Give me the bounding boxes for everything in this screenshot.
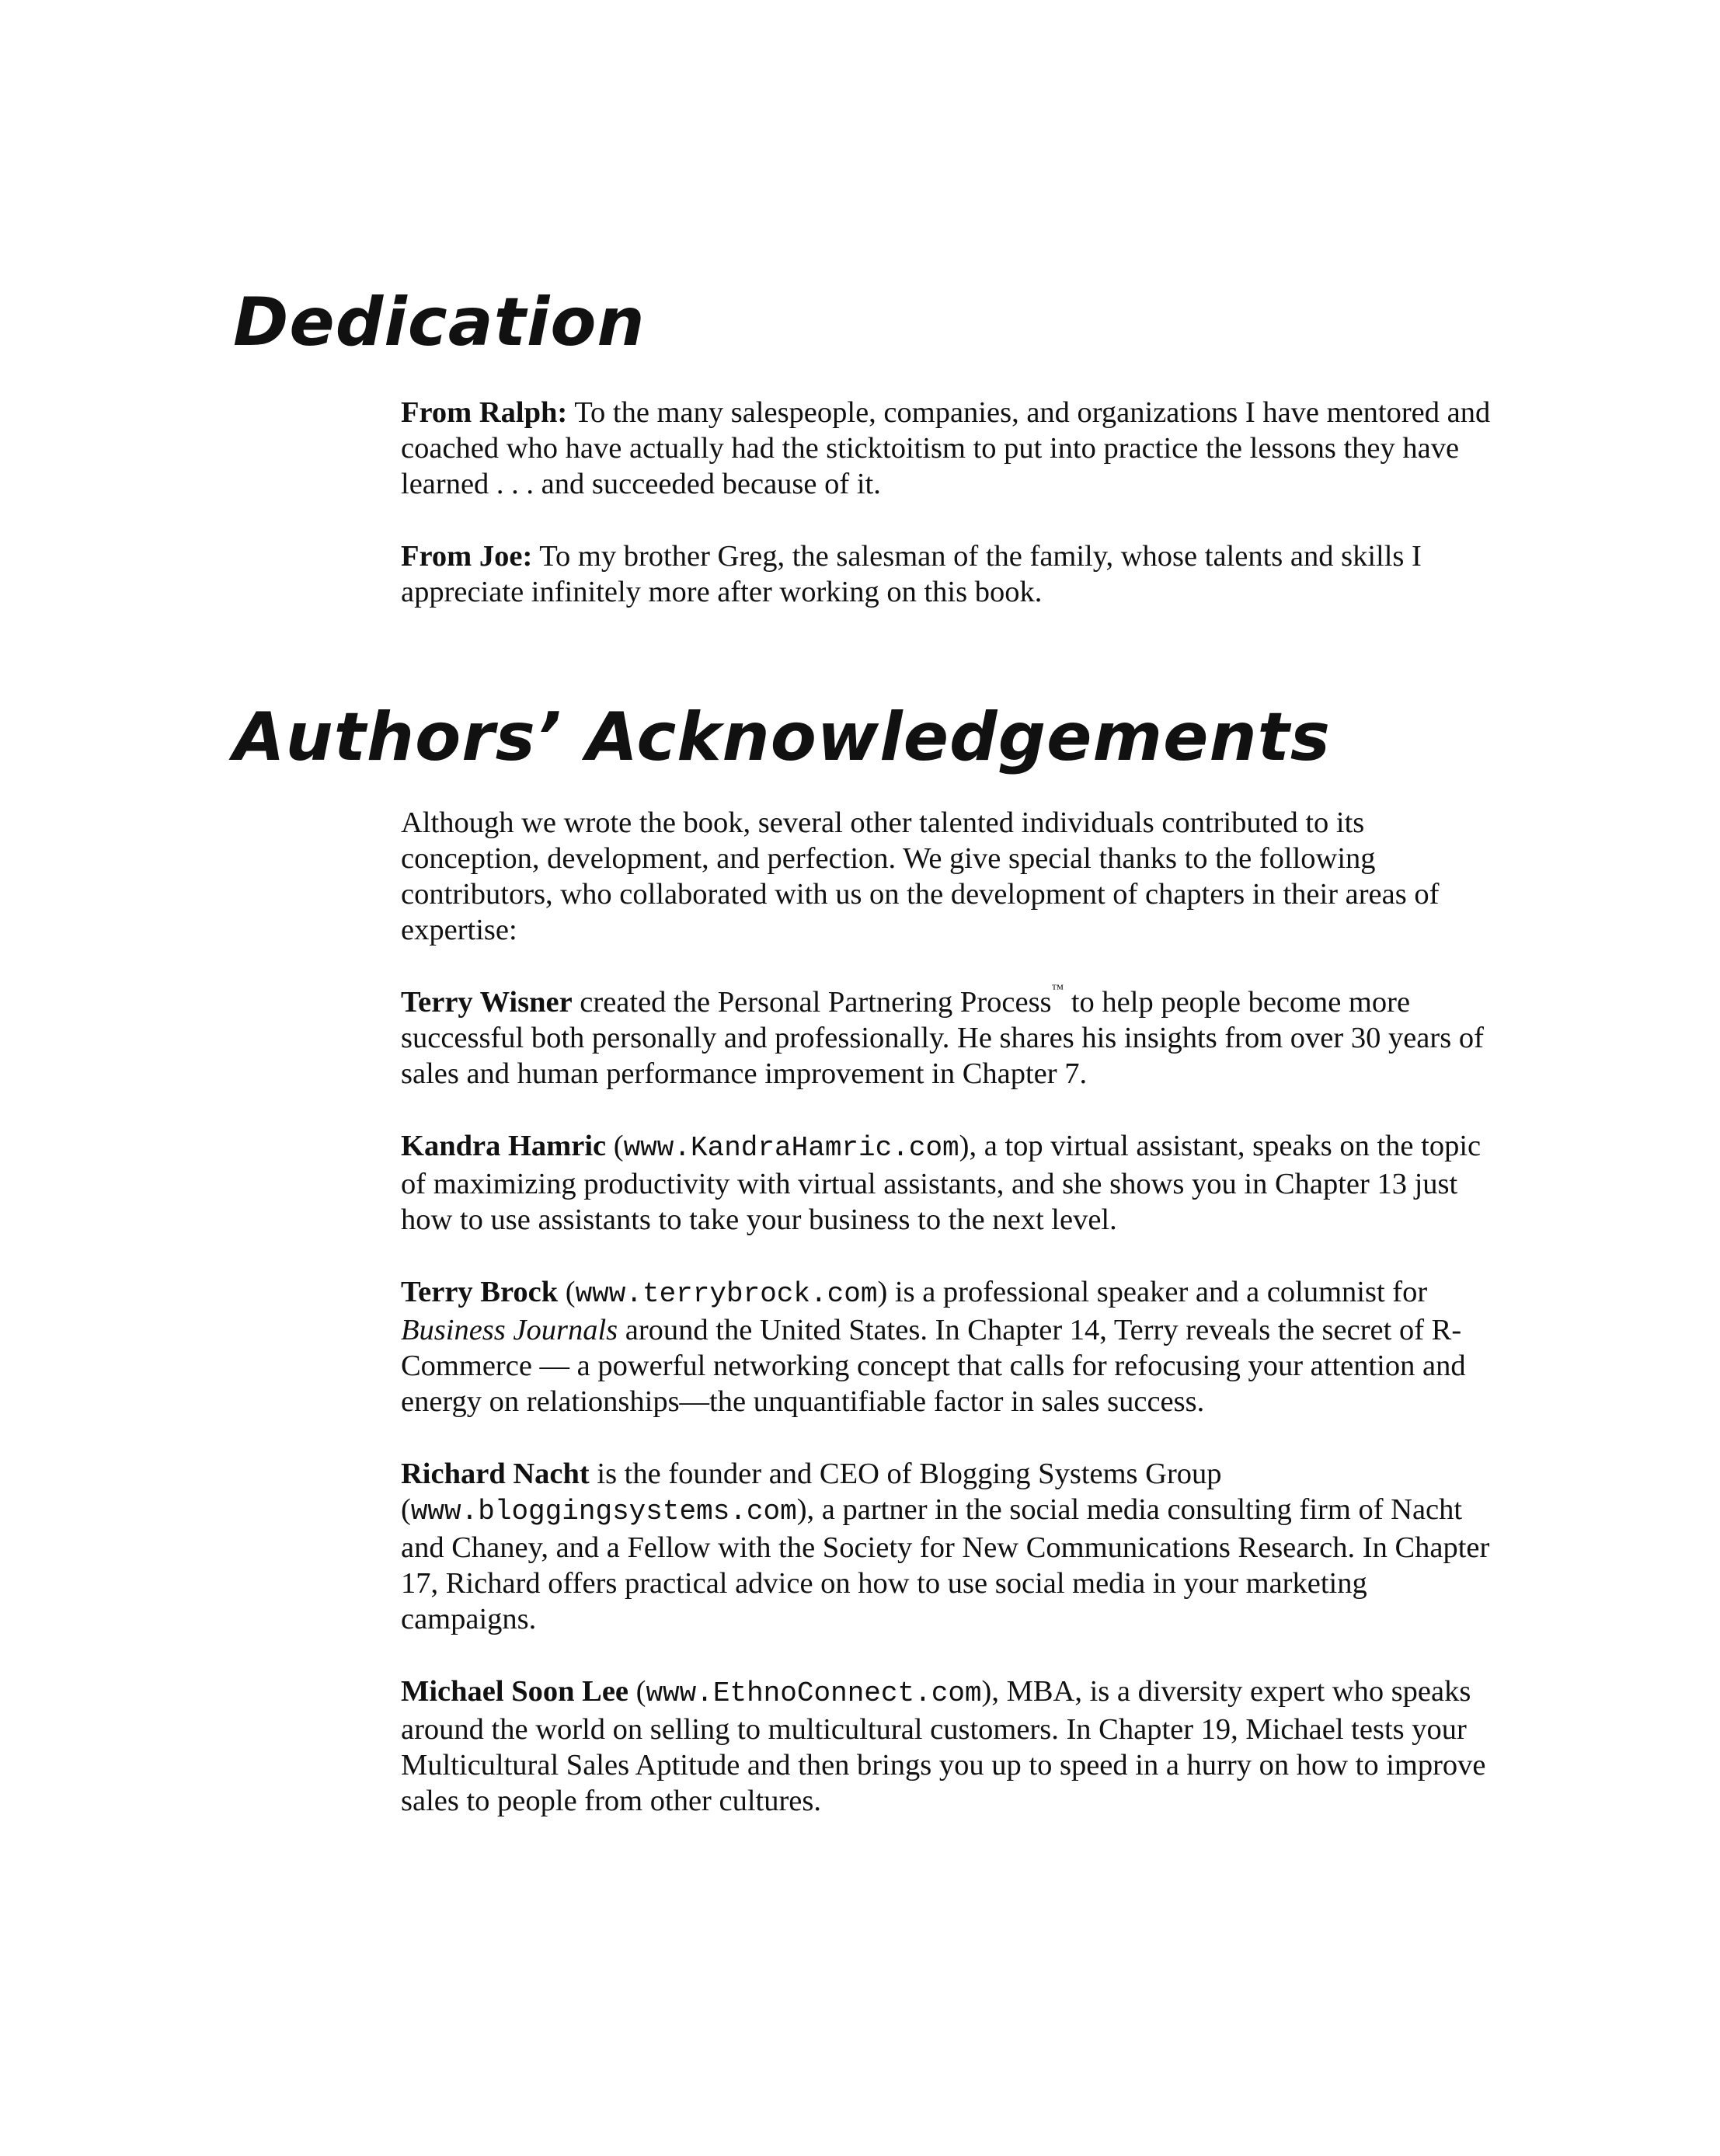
contributor-url: www.KandraHamric.com	[623, 1132, 959, 1164]
contributor-text: (	[558, 1276, 576, 1308]
contributor-text: around the United States. In Chapter 14, Terry reveals the secret of R-Commerce — a powerful networking concept that calls for refocusing your attention and energy on relationships—the unquantifiable factor in sales success.	[401, 1314, 1466, 1418]
ack-michael-soon-lee	[401, 1674, 1504, 1819]
ack-terry-brock	[401, 1274, 1504, 1419]
contributor-text: (	[628, 1675, 646, 1708]
contributor-name: Terry Brock	[401, 1276, 559, 1308]
joe-label: From Joe:	[401, 540, 533, 573]
contributor-name: Kandra Hamric	[401, 1130, 607, 1162]
contributor-text: created the Personal Partnering Process	[572, 986, 1052, 1019]
contributor-text: ), a partner in the social media consulting firm of Nacht and Chaney, and a Fellow with the Society for New Communications Research. In Chapter 17, Richard offers practical advice on how to use social media in your marketing campaigns.	[401, 1493, 1490, 1635]
acknowledgements-heading: Authors’ Acknowledgements	[233, 698, 1331, 776]
contributor-name: Terry Wisner	[401, 986, 573, 1019]
publication-title: Business Journals	[401, 1314, 618, 1346]
contributor-url: www.terrybrock.com	[575, 1278, 878, 1310]
ack-terry-wisner	[401, 984, 1504, 1092]
ack-richard-nacht	[401, 1456, 1504, 1637]
contributor-name: Richard Nacht	[401, 1458, 590, 1490]
dedication-ralph	[401, 395, 1504, 502]
acknowledgements-section	[401, 805, 1504, 1855]
dedication-heading: Dedication	[233, 284, 646, 361]
contributor-url: www.bloggingsystems.com	[410, 1496, 797, 1527]
contributor-text: (	[606, 1130, 624, 1162]
contributor-text: ), a top virtual assistant, speaks on the topic of maximizing productivity with virtual assistants, and she shows you in Chapter 13 just how to use assistants to take your business to the next level.	[401, 1130, 1481, 1236]
contributor-text: is the founder and CEO of Blogging Systems Group (	[401, 1458, 1222, 1526]
ralph-text: To the many salespeople, companies, and organizations I have mentored and coached who have actually had the sticktoitism to put into practice the lessons they have learned . . . and succeeded because of it.	[401, 396, 1491, 500]
joe-text: To my brother Greg, the salesman of the family, whose talents and skills I appreciate infinitely more after working on this book.	[401, 540, 1422, 608]
ack-kandra-hamric	[401, 1128, 1504, 1238]
contributor-url: www.EthnoConnect.com	[646, 1677, 982, 1709]
contributor-text: ), MBA, is a diversity expert who speaks around the world on selling to multicultural customers. In Chapter 19, Michael tests your Multicultural Sales Aptitude and then brings you up to speed in a hurry on how to improve sales to people from other cultures.	[401, 1675, 1486, 1817]
ack-intro: Although we wrote the book, several other talented individuals contributed to its conception, development, and perfection. We give special thanks to the following contributors, who collaborated with us on the development of chapters in their areas of expertise:	[401, 806, 1440, 946]
ralph-label: From Ralph:	[401, 396, 568, 429]
contributor-text: to help people become more successful both personally and professionally. He shares his insights from over 30 years of sales and human performance improvement in Chapter 7.	[401, 986, 1484, 1090]
contributor-text: ) is a professional speaker and a columnist for	[877, 1276, 1428, 1308]
dedication-joe	[401, 538, 1504, 610]
dedication-section	[401, 395, 1504, 646]
contributor-name: Michael Soon Lee	[401, 1675, 628, 1708]
trademark-symbol: ™	[1051, 983, 1064, 996]
